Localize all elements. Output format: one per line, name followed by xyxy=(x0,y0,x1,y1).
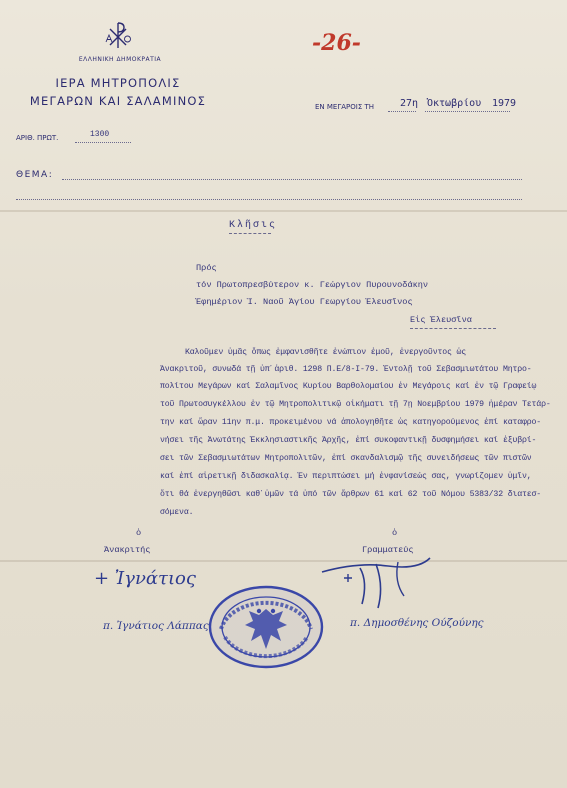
subject-line xyxy=(16,199,522,200)
body-line: σει τῶν Σεβασμιωτάτων Μητροπολιτῶν, ἐπί σκανδαλισμῷ τῆς συνειδήσεως τῶν πιστῶν xyxy=(160,454,532,463)
date-dots xyxy=(388,111,416,112)
org-name-line1: ΙΕΡΑ ΜΗΤΡΟΠΟΛΙΣ xyxy=(55,76,181,90)
chi-rho-icon xyxy=(105,20,131,50)
right-signatory-role: Γραμματεύς xyxy=(362,545,414,555)
place-label: ΕΝ ΜΕΓΑΡΟΙΣ ΤΗ xyxy=(315,103,375,111)
body-line: νήσει τῆς Ἀνωτάτης Ἐκκλησιαστικῆς Ἀρχῆς, ἐπί συκοφαντικῇ δυσφημήσει καί ἐξυβρί- xyxy=(160,436,537,445)
recipient-name: τόν Πρωτοπρεσβύτερον κ. Γεώργιον Πυρουνοδάκην xyxy=(196,280,429,290)
paper-fold xyxy=(0,210,567,212)
to-label: Πρός xyxy=(196,263,217,273)
protocol-label: ΑΡΙΘ. ΠΡΩΤ. xyxy=(16,134,59,142)
left-signatory-name: π. Ἰγνάτιος Λάππας xyxy=(103,620,209,632)
body-line: την καί ὥραν 11ην π.μ. προκειμένου νά ἀπολογηθῆτε ὡς κατηγορούμενος ἐπί καταφρο- xyxy=(160,418,542,427)
body-line: καί ἐπί αἱρετικῇ διδασκαλίᾳ. Ἐν περιπτώσει μή ἐνφανίσεώς σας, γνωρίζομεν ὑμῖν, xyxy=(160,472,532,481)
date-dots xyxy=(425,111,510,112)
paper-fold xyxy=(0,560,567,562)
recipient-place: Εἰς Ἐλευσῖνα xyxy=(410,315,472,325)
body-line: Καλοῦμεν ὑμᾶς ὅπως ἐμφανισθῆτε ἐνώπιον ἐμοῦ, ἐνεργοῦντος ὡς xyxy=(185,348,467,357)
body-line: ὅτι θά ἐνεργηθῶσι καθ᾽ὑμῶν τά ὑπό τῶν ἄρθρων 61 καί 62 τοῦ Νόμου 5383/32 διατεσ- xyxy=(160,490,542,499)
right-signatory-article: ὁ xyxy=(392,528,398,538)
recipient-position: Ἐφημέριον Ἱ. Ναοῦ Ἁγίου Γεωργίου Ἐλευσῖνος xyxy=(196,297,413,307)
date-day: 27η xyxy=(400,98,419,109)
body-line: Ἀνακριτοῦ, συνωδά τῇ ὑπ᾽ἀριθ. 1298 Π.Ε/8-Ι-79. Ἐντολῇ τοῦ Σεβασμιωτάτου Μητρο- xyxy=(160,365,532,374)
recipient-place-underline xyxy=(410,328,496,329)
date-year: 1979 xyxy=(492,98,517,109)
subject-label: ΘΕΜΑ: xyxy=(16,170,54,180)
left-signatory-article: ὁ xyxy=(136,528,142,538)
protocol-dots xyxy=(75,142,131,143)
title-underline xyxy=(229,233,271,234)
right-signatory-name: π. Δημοσθένης Ούζούνης xyxy=(350,617,484,629)
subject-line xyxy=(62,179,522,180)
left-signature-scrawl: + Ἰγνάτιος xyxy=(94,568,196,589)
left-signatory-role: Ἀνακριτής xyxy=(104,545,151,555)
double-headed-eagle-icon xyxy=(207,585,325,669)
state-name: ΕΛΛΗΝΙΚΗ ΔΗΜΟΚΡΑΤΙΑ xyxy=(78,56,162,63)
body-line: σόμενα. xyxy=(160,508,194,517)
body-line: πολίτου Μεγάρων καί Σαλαμῖνος Κυρίου Βαρθολομαίου ἐν Μεγάροις καί ἐν τῷ Γραφείῳ xyxy=(160,382,537,391)
handwritten-number: -26- xyxy=(312,30,361,56)
body-line: τοῦ Πρωτοσυγκέλλου ἐν τῷ Μητροπολιτικῷ οἰκήματι τῇ 7ῃ Νοεμβρίου 1979 ἡμέραν Τετάρ- xyxy=(160,400,551,409)
org-name-line2: ΜΕΓΑΡΩΝ ΚΑΙ ΣΑΛΑΜΙΝΟΣ xyxy=(29,94,207,108)
document-title: Κλῆσις xyxy=(229,220,278,231)
protocol-number: 1300 xyxy=(90,130,110,139)
date-month: Ὀκτωβρίου xyxy=(427,98,482,109)
right-signature-icon xyxy=(318,552,438,612)
